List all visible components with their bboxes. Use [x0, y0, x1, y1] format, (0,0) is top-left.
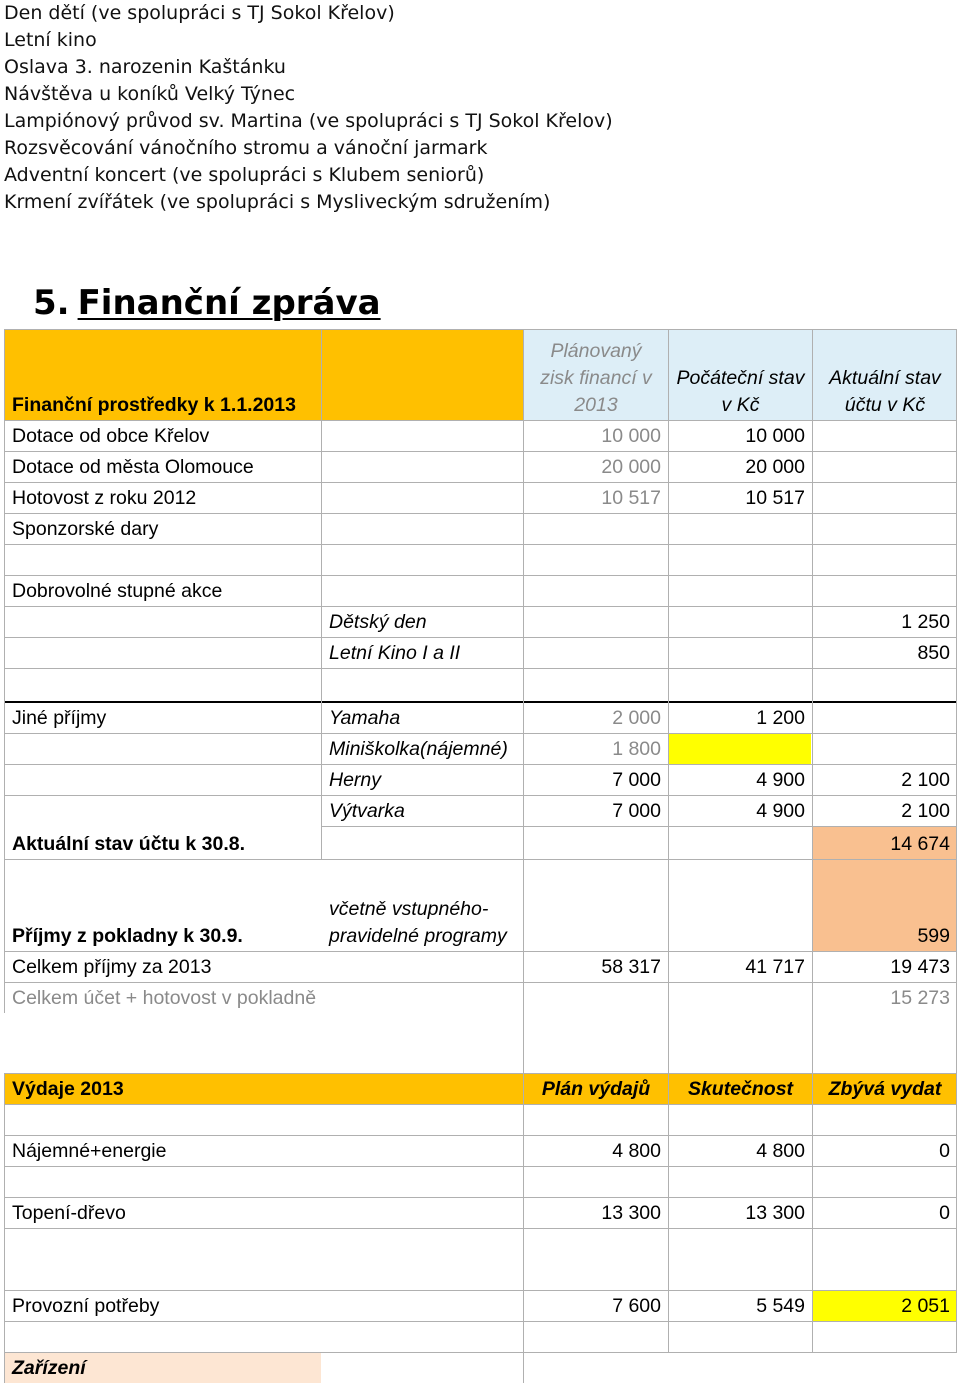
- grid-line: [4, 859, 957, 860]
- initial-value: 20 000: [745, 456, 805, 478]
- grid-line: [4, 1073, 5, 1383]
- activity-item: Oslava 3. narozenin Kaštánku: [4, 56, 286, 78]
- grid-line: [668, 329, 669, 1352]
- sub-item-label: Yamaha: [329, 707, 401, 729]
- grid-line: [4, 701, 957, 703]
- sub-item-label: Herny: [329, 769, 382, 791]
- current-value: 14 674: [812, 827, 957, 859]
- grid-line: [321, 329, 322, 420]
- initial-value: 10 517: [745, 487, 805, 509]
- grid-line: [4, 544, 957, 545]
- planned-value: 10 000: [601, 425, 661, 447]
- grid-line: [4, 1321, 957, 1322]
- row-label: Celkem účet + hotovost v pokladně: [12, 987, 317, 1009]
- grid-line: [4, 951, 957, 952]
- grid-line: [4, 1228, 957, 1229]
- grid-line: [956, 329, 957, 1352]
- expense-plan: 4 800: [612, 1140, 661, 1162]
- row-label: Sponzorské dary: [12, 518, 159, 540]
- section-heading: [33, 283, 381, 323]
- grid-line: [4, 637, 957, 638]
- grid-line: [4, 733, 957, 734]
- current-value: 2 100: [901, 800, 950, 822]
- sub-item-label: Miniškolka(nájemné): [329, 738, 508, 760]
- grid-line: [4, 482, 957, 483]
- grid-line: [4, 606, 957, 607]
- grid-line: [4, 1104, 957, 1105]
- expense-header-label: Výdaje 2013: [4, 1073, 523, 1104]
- income-header-label: Finanční prostředky k 1.1.2013: [4, 329, 523, 420]
- expense-remaining: 0: [939, 1202, 950, 1224]
- row-label: Dobrovolné stupné akce: [12, 580, 223, 602]
- grid-line: [523, 329, 524, 1383]
- grid-line: [812, 329, 813, 1352]
- sub-item-label: Dětský den: [329, 611, 427, 633]
- planned-value: 1 800: [612, 738, 661, 760]
- activity-list: [4, 0, 613, 216]
- sub-item-label: včetně vstupného-pravidelné programy: [329, 898, 507, 947]
- row-label: Celkem příjmy za 2013: [12, 956, 212, 978]
- activity-item: Návštěva u koníků Velký Týnec: [4, 83, 296, 105]
- current-value: 599: [812, 860, 957, 951]
- initial-value: 1 200: [756, 707, 805, 729]
- grid-line: [4, 575, 957, 576]
- grid-line: [4, 451, 957, 452]
- expense-header-plan: Plán výdajů: [523, 1073, 668, 1104]
- grid-line: [4, 1352, 957, 1353]
- row-label: Aktuální stav účtu k 30.8.: [12, 833, 246, 855]
- grid-line: [4, 329, 957, 330]
- initial-value: 4 900: [756, 800, 805, 822]
- current-value: 2 100: [901, 769, 950, 791]
- expense-remaining: 0: [939, 1140, 950, 1162]
- row-label: Dotace od obce Křelov: [12, 425, 210, 447]
- row-label: Jiné příjmy: [12, 707, 107, 729]
- initial-value: 4 900: [756, 769, 805, 791]
- initial-value: 10 000: [745, 425, 805, 447]
- initial-value: 41 717: [745, 956, 805, 978]
- planned-value: 20 000: [601, 456, 661, 478]
- income-header-planned: Plánovaný zisk financí v 2013: [523, 329, 668, 420]
- planned-value: 2 000: [612, 707, 661, 729]
- current-value: 1 250: [901, 611, 950, 633]
- grid-line: [321, 826, 957, 827]
- grid-line: [4, 668, 957, 669]
- expense-label: Nájemné+energie: [12, 1140, 167, 1162]
- grid-line: [4, 982, 957, 983]
- expense-plan: 7 600: [612, 1295, 661, 1317]
- activity-item: Lampiónový průvod sv. Martina (ve spolupráci s TJ Sokol Křelov): [4, 110, 613, 132]
- activity-item: Adventní koncert (ve spolupráci s Klubem seniorů): [4, 164, 485, 186]
- activity-item: Letní kino: [4, 29, 97, 51]
- zarizeni-label: Zařízení: [4, 1352, 321, 1383]
- activity-item: Rozsvěcování vánočního stromu a vánoční jarmark: [4, 137, 488, 159]
- expense-actual: 5 549: [756, 1295, 805, 1317]
- expense-label: Provozní potřeby: [12, 1295, 160, 1317]
- grid-line: [321, 420, 322, 859]
- expense-plan: 13 300: [601, 1202, 661, 1224]
- planned-value: 7 000: [612, 769, 661, 791]
- grid-line: [4, 1073, 957, 1074]
- income-header-initial: Počáteční stav v Kč: [668, 329, 812, 420]
- row-label: Hotovost z roku 2012: [12, 487, 197, 509]
- row-label: Dotace od města Olomouce: [12, 456, 254, 478]
- grid-line: [4, 1166, 957, 1167]
- planned-value: 7 000: [612, 800, 661, 822]
- expense-header-actual: Skutečnost: [668, 1073, 812, 1104]
- activity-item: Krmení zvířátek (ve spolupráci s Mysliveckým sdružením): [4, 191, 551, 213]
- grid-line: [4, 329, 5, 1013]
- expense-actual: 4 800: [756, 1140, 805, 1162]
- expense-header-remaining: Zbývá vydat: [812, 1073, 957, 1104]
- grid-line: [4, 795, 957, 796]
- current-value: 15 273: [890, 987, 950, 1009]
- grid-line: [4, 1290, 957, 1291]
- activity-item: Den dětí (ve spolupráci s TJ Sokol Křelov): [4, 2, 395, 24]
- grid-line: [4, 764, 957, 765]
- sub-item-label: Výtvarka: [329, 800, 405, 822]
- grid-line: [4, 1135, 957, 1136]
- row-label: Příjmy z pokladny k 30.9.: [12, 925, 243, 947]
- highlight-cell: [668, 734, 811, 764]
- grid-line: [4, 420, 957, 421]
- current-value: 850: [917, 642, 950, 664]
- income-header-current: Aktuální stav účtu v Kč: [812, 329, 957, 420]
- grid-line: [4, 513, 957, 514]
- expense-actual: 13 300: [745, 1202, 805, 1224]
- planned-value: 10 517: [601, 487, 661, 509]
- expense-label: Topení-dřevo: [12, 1202, 126, 1224]
- sub-item-label: Letní Kino I a II: [329, 642, 461, 664]
- section-title: Finanční zpráva: [77, 283, 381, 323]
- expense-remaining: 2 051: [812, 1291, 957, 1321]
- grid-line: [4, 1197, 957, 1198]
- current-value: 19 473: [890, 956, 950, 978]
- section-number: 5.: [33, 283, 70, 323]
- planned-value: 58 317: [601, 956, 661, 978]
